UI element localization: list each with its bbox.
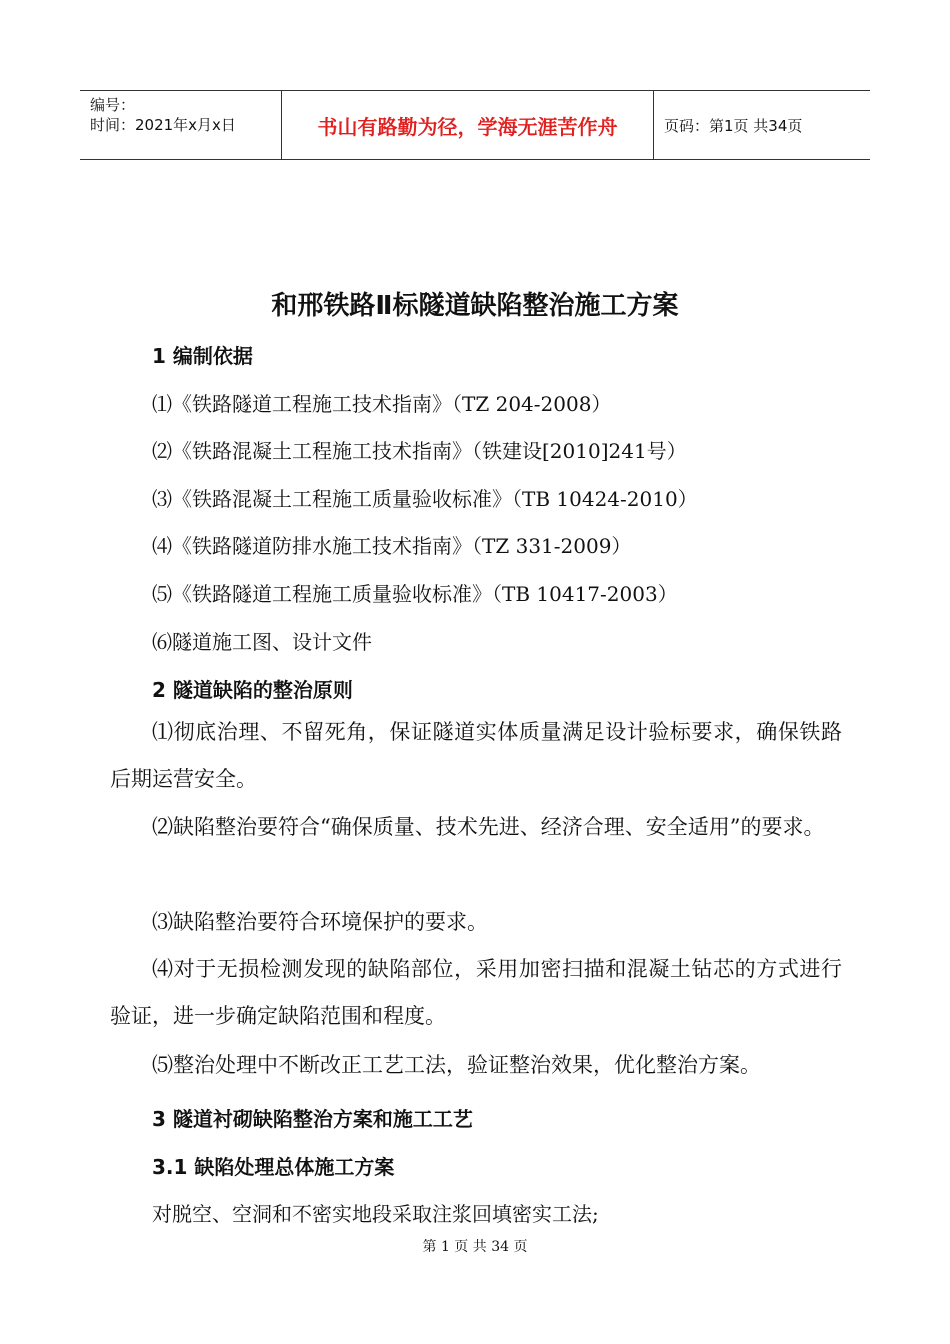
reference-item: ⑴《铁路隧道工程施工技术指南》（TZ 204-2008）: [152, 392, 612, 416]
principle-item: ⑵缺陷整治要符合“确保质量、技术先进、经济合理、安全适用”的要求。: [152, 815, 825, 839]
reference-item: ⑸《铁路隧道工程施工质量验收标准》（TB 10417-2003）: [152, 582, 678, 606]
principle-item: ⑶缺陷整治要符合环境保护的要求。: [152, 910, 488, 934]
reference-item: ⑶《铁路混凝土工程施工质量验收标准》（TB 10424-2010）: [152, 487, 698, 511]
header-motto: 书山有路勤为径，学海无涯苦作舟: [282, 91, 654, 159]
principle-item: ⑴彻底治理、不留死角，保证隧道实体质量满足设计验标要求，确保铁路后期运营安全。: [110, 720, 842, 791]
body-text: 对脱空、空洞和不密实地段采取注浆回填密实工法;: [152, 1202, 599, 1226]
reference-item: ⑵《铁路混凝土工程施工技术指南》（铁建设[2010]241号）: [152, 439, 687, 463]
header-meta: [80, 91, 282, 159]
section-2-heading: 2 隧道缺陷的整治原则: [152, 678, 353, 702]
principle-item: ⑸整治处理中不断改正工艺工法，验证整治效果，优化整治方案。: [152, 1053, 761, 1077]
section-1-heading: 1 编制依据: [152, 344, 253, 368]
section-3-1-heading: 3.1 缺陷处理总体施工方案: [152, 1155, 395, 1179]
principle-item: ⑷对于无损检测发现的缺陷部位，采用加密扫描和混凝土钻芯的方式进行验证，进一步确定缺陷范围和程度。: [110, 957, 842, 1028]
reference-item: ⑷《铁路隧道防排水施工技术指南》（TZ 331-2009）: [152, 534, 632, 558]
document-title: 和邢铁路Ⅱ标隧道缺陷整治施工方案: [271, 291, 679, 321]
reference-item: ⑹隧道施工图、设计文件: [152, 630, 372, 654]
header-page-info: 页码：第1页 共34页: [664, 116, 803, 135]
section-3-heading: 3 隧道衬砌缺陷整治方案和施工工艺: [152, 1107, 473, 1131]
document-number-label: 编号：: [90, 96, 136, 114]
document-time-label: 时间：2021年x月x日: [90, 116, 236, 134]
page-header: [80, 90, 870, 160]
page-footer: 第 1 页 共 34 页: [422, 1239, 528, 1255]
